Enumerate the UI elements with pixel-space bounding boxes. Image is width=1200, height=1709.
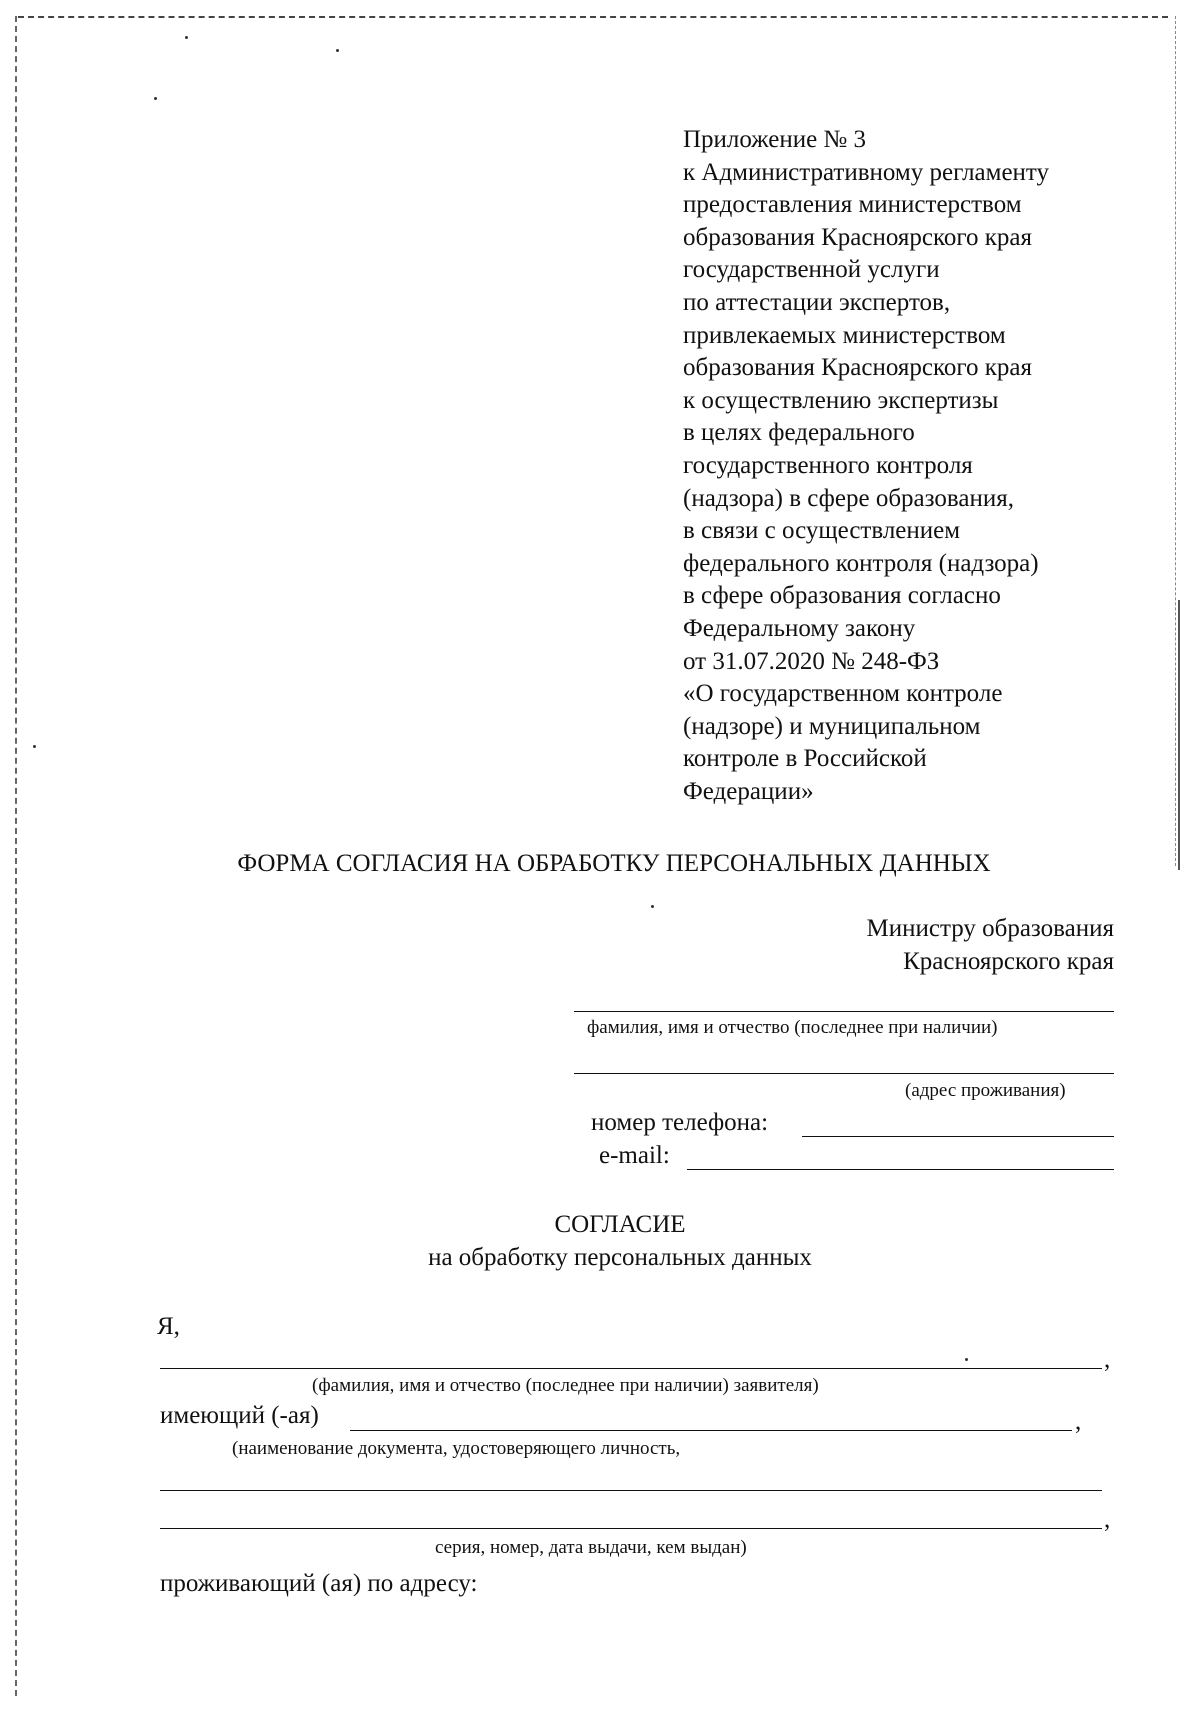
appendix-line: к осуществлению экспертизы — [683, 386, 999, 414]
consent-title: СОГЛАСИЕ — [554, 1211, 686, 1238]
appendix-line: (надзора) в сфере образования, — [683, 484, 1014, 512]
scan-border-top — [18, 16, 1168, 18]
appendix-line: образования Красноярского края — [683, 223, 1032, 251]
email-label: e-mail: — [599, 1142, 670, 1169]
applicant-address-caption: (адрес проживания) — [905, 1080, 1066, 1101]
consent-subtitle: на обработку персональных данных — [428, 1244, 812, 1271]
phone-label: номер телефона: — [591, 1109, 769, 1136]
scan-speck — [33, 745, 36, 748]
scan-speck — [651, 905, 654, 908]
identity-doc-field-3[interactable] — [160, 1528, 1102, 1529]
applicant-fio-caption: фамилия, имя и отчество (последнее при наличии) — [587, 1017, 998, 1038]
appendix-line: «О государственном контроле — [683, 680, 1003, 708]
appendix-line: (надзоре) и муниципальном — [683, 712, 981, 740]
form-title: ФОРМА СОГЛАСИЯ НА ОБРАБОТКУ ПЕРСОНАЛЬНЫХ ДАННЫХ — [237, 850, 991, 877]
residing-label: проживающий (ая) по адресу: — [160, 1570, 478, 1597]
appendix-line: Приложение № 3 — [683, 126, 867, 153]
appendix-line: в связи с осуществлением — [683, 517, 961, 545]
identity-doc-field[interactable] — [350, 1430, 1072, 1431]
comma: , — [1104, 1506, 1111, 1533]
phone-field[interactable] — [802, 1136, 1114, 1137]
appendix-line: в целях федерального — [683, 419, 915, 447]
applicant-fio-field[interactable] — [574, 1011, 1114, 1012]
ya-label: Я, — [157, 1313, 180, 1340]
appendix-line: образования Красноярского края — [683, 354, 1032, 382]
consent-fio-field[interactable] — [160, 1368, 1102, 1369]
comma: , — [1075, 1408, 1082, 1435]
addressee-line-1: Министру образования — [866, 915, 1114, 942]
appendix-line: государственной услуги — [683, 256, 940, 284]
appendix-header — [683, 124, 1123, 808]
applicant-address-field[interactable] — [574, 1073, 1114, 1074]
email-field[interactable] — [687, 1169, 1114, 1170]
scan-speck — [965, 1358, 968, 1361]
addressee-line-2: Красноярского края — [903, 948, 1114, 975]
scan-speck — [336, 49, 339, 52]
scan-speck — [154, 97, 157, 100]
appendix-line: предоставления министерством — [683, 191, 1022, 219]
consent-fio-caption: (фамилия, имя и отчество (последнее при наличии) заявителя) — [312, 1375, 819, 1396]
identity-doc-field-2[interactable] — [160, 1490, 1102, 1491]
addressee-block — [867, 912, 1115, 978]
comma: , — [1104, 1346, 1111, 1373]
appendix-line: по аттестации экспертов, — [683, 288, 951, 316]
scan-border-right-solid — [1178, 600, 1180, 870]
appendix-line: Федеральному закону — [683, 614, 916, 642]
having-label: имеющий (-ая) — [160, 1402, 319, 1429]
appendix-line: контроле в Российской — [683, 745, 927, 773]
appendix-line: в сфере образования согласно — [683, 582, 1001, 610]
appendix-line: к Административному регламенту — [683, 158, 1050, 186]
identity-doc-caption-2: серия, номер, дата выдачи, кем выдан) — [435, 1537, 747, 1558]
scan-speck — [185, 36, 188, 39]
identity-doc-caption-1: (наименование документа, удостоверяющего личность, — [232, 1438, 681, 1459]
appendix-line: государственного контроля — [683, 451, 973, 479]
consent-title-block — [0, 1208, 1200, 1274]
appendix-line: от 31.07.2020 № 248-ФЗ — [683, 647, 940, 675]
appendix-line: федерального контроля (надзора) — [683, 549, 1039, 577]
scan-border-right — [1175, 16, 1176, 866]
appendix-line: Федерации» — [683, 777, 814, 805]
appendix-line: привлекаемых министерством — [683, 321, 1006, 349]
